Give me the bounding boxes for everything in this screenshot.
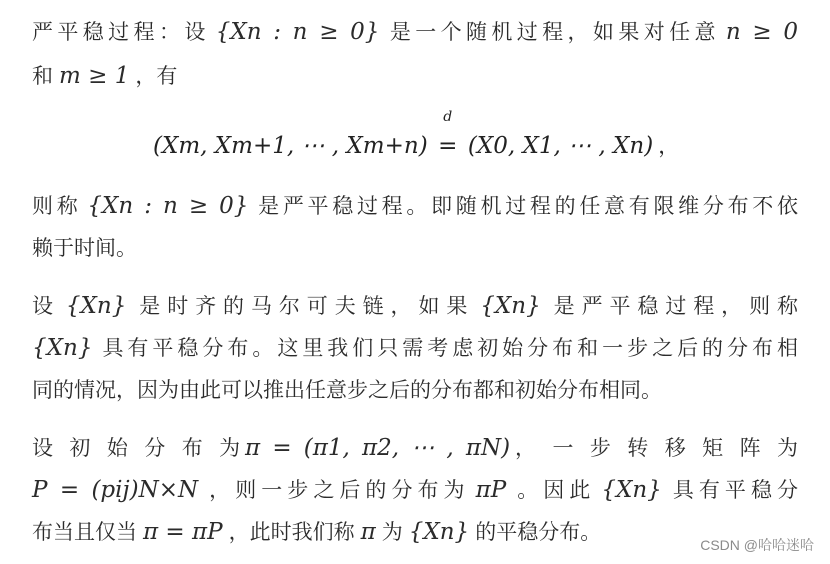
p1-cond-m: m ≥ 1 <box>59 63 130 89</box>
p4-l3-a: 布当且仅当 <box>32 520 137 544</box>
p3-line1 <box>32 286 798 326</box>
p3-l1-b: 是时齐的马尔可夫链，如果 <box>132 294 475 318</box>
p3-xn-1: {Xn} <box>65 293 127 319</box>
p4-pi-eq: π = πP <box>143 519 223 545</box>
p1-seq-math: {Xn : n ≥ 0} <box>215 19 380 45</box>
p4-l3-c: 为 <box>381 520 403 544</box>
p4-l1-a: 设 初 始 分 布 为 <box>32 436 246 460</box>
p1-line2 <box>32 56 177 96</box>
p3-line2 <box>32 328 798 368</box>
p3-l2-rest: 具有平稳分布。这里我们只需考虑初始分布和一步之后的分布相 <box>98 336 798 360</box>
eq-mark: d <box>443 109 453 125</box>
p1-lead: 严平稳过程：设 <box>32 20 210 44</box>
p4-pi-vector: π = (π1, π2, ⋯ , πN) <box>245 435 511 461</box>
csdn-watermark: CSDN @哈哈迷哈 <box>700 537 814 553</box>
p3-l1-a: 设 <box>32 294 60 318</box>
p3-line3: 同的情况，因为由此可以推出任意步之后的分布都和初始分布相同。 <box>32 378 662 402</box>
formula-tail: ， <box>658 134 680 158</box>
p2-lead: 则称 <box>32 194 82 218</box>
p3-l1-c: 是严平稳过程，则称 <box>546 294 799 318</box>
p1-line2-a: 和 <box>32 64 53 88</box>
p4-l2-a: ，则一步之后的分布为 <box>204 478 470 502</box>
p1-mid: 是一个随机过程，如果对任意 <box>385 20 720 44</box>
p2-rest: 是严平稳过程。即随机过程的任意有限维分布不依 <box>254 194 798 218</box>
p1-line1 <box>32 12 798 52</box>
p4-line1 <box>32 428 798 468</box>
formula-lhs: (Xm, Xm+1, ⋯ , Xm+n) <box>153 133 428 159</box>
p4-l2-c: 具有平稳分 <box>667 478 799 502</box>
p4-pi: π <box>360 519 376 545</box>
p4-xn-1: {Xn} <box>601 477 662 503</box>
p4-P-def: P = (pij)N×N <box>32 477 199 503</box>
p3-xn-3: {Xn} <box>32 335 93 361</box>
equal-in-distribution: d = <box>433 124 463 168</box>
p2-seq-math: {Xn : n ≥ 0} <box>87 193 249 219</box>
p2-line2: 赖于时间。 <box>32 236 137 260</box>
p4-l2-b: 。因此 <box>512 478 596 502</box>
p4-line3 <box>32 512 601 552</box>
p3-xn-2: {Xn} <box>480 293 541 319</box>
p4-line2 <box>32 470 798 510</box>
p4-l3-b: ，此时我们称 <box>228 520 355 544</box>
display-formula <box>153 109 680 168</box>
p2-line1 <box>32 186 798 226</box>
p4-piP: πP <box>475 477 507 503</box>
p4-l1-b: ， 一 步 转 移 矩 阵 为 <box>510 436 798 460</box>
p1-line2-b: ，有 <box>135 64 178 88</box>
p4-xn-2: {Xn} <box>408 519 470 545</box>
formula-rhs: (X0, X1, ⋯ , Xn) <box>467 133 654 159</box>
p1-cond-n: n ≥ 0 <box>725 19 798 45</box>
p4-l3-d: 的平稳分布。 <box>475 520 602 544</box>
